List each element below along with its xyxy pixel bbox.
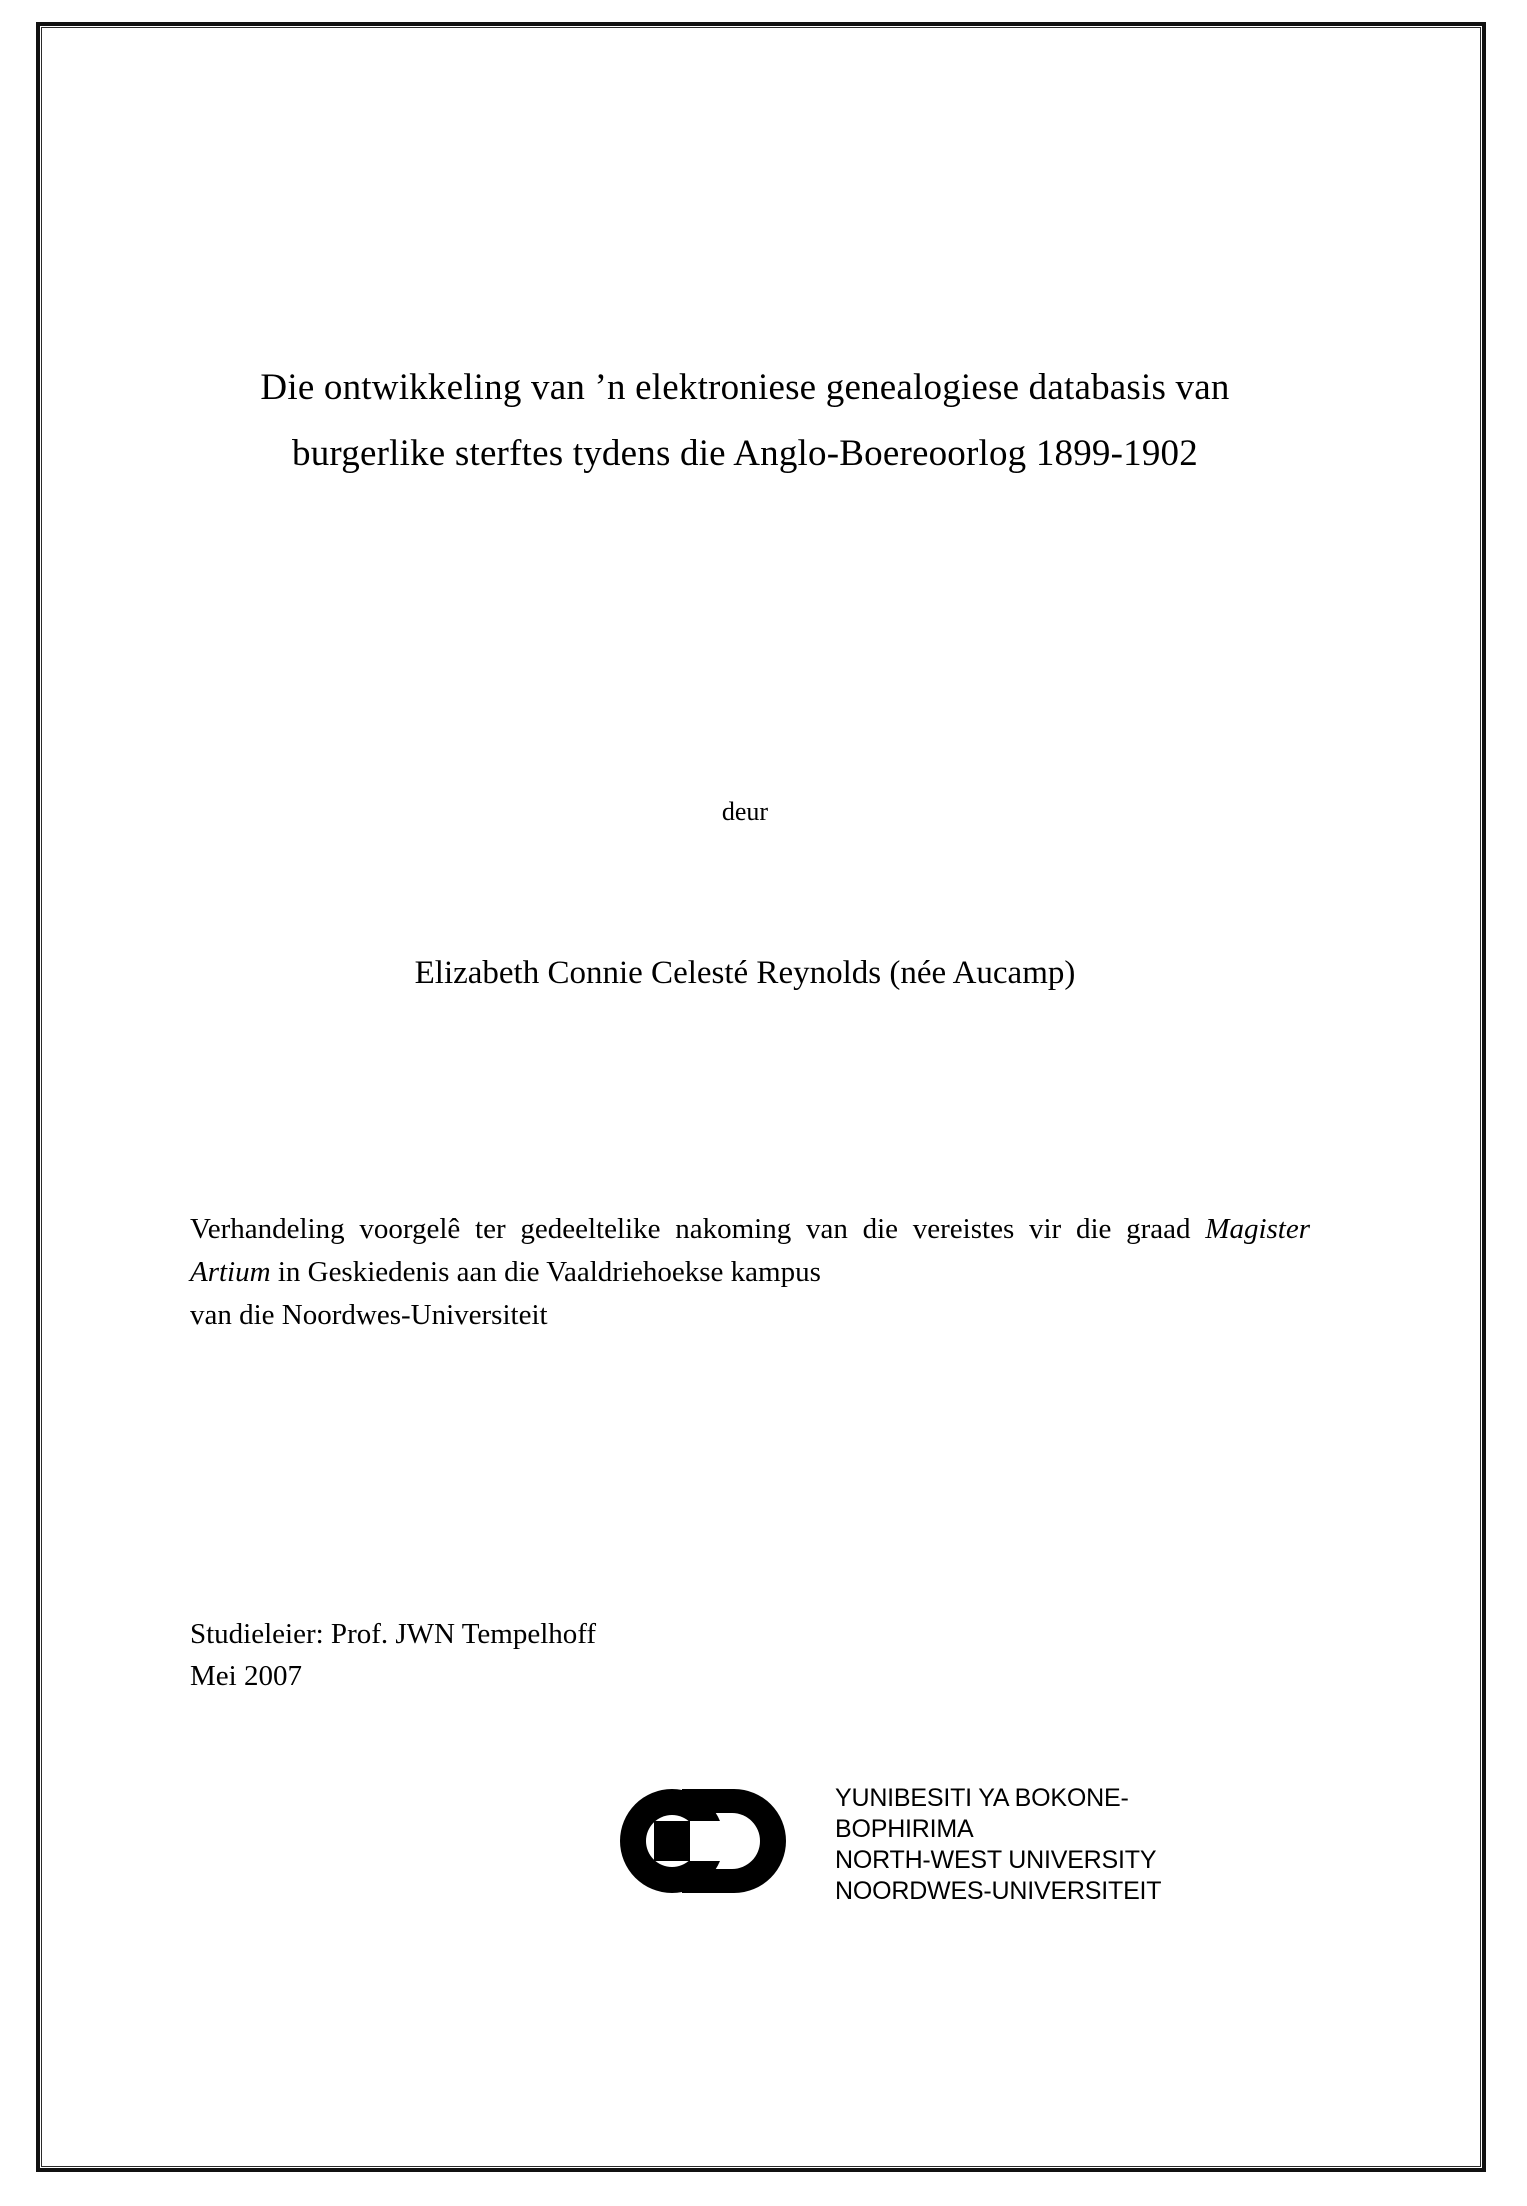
title-line-1: Die ontwikkeling van ’n elektroniese genealogiese databasis van	[260, 367, 1230, 408]
degree-name: Magister Artium	[190, 1213, 1310, 1288]
degree-statement-paragraph	[190, 1208, 1310, 1294]
logo-line-2: NORTH-WEST UNIVERSITY	[835, 1846, 1157, 1874]
author-name: Elizabeth Connie Celesté Reynolds (née Aucamp)	[414, 955, 1076, 991]
degree-statement	[190, 1208, 1310, 1337]
date-line: Mei 2007	[190, 1660, 302, 1692]
logo-crossbar	[654, 1821, 690, 1861]
logo-wordmark	[835, 1783, 1265, 1907]
university-logo	[450, 1775, 1270, 1910]
page-title	[150, 355, 1340, 487]
title-page-content	[150, 0, 1340, 2206]
title-line-2: burgerlike sterftes tydens die Anglo-Boereoorlog 1899-1902	[292, 433, 1198, 474]
statement-part-1: Verhandeling voorgelê ter gedeeltelike nakoming van die vereistes vir die graad	[190, 1213, 1206, 1245]
logo-line-1: YUNIBESITI YA BOKONE-BOPHIRIMA	[835, 1784, 1129, 1843]
supervisor-line: Studieleier: Prof. JWN Tempelhoff	[190, 1618, 597, 1650]
by-label: deur	[721, 797, 769, 826]
nwu-monogram-icon	[620, 1781, 820, 1901]
statement-part-3: van die Noordwes-Universiteit	[190, 1299, 548, 1331]
supervisor-block	[190, 1613, 1190, 1697]
statement-part-2: in Geskiedenis aan die Vaaldriehoekse kampus	[270, 1256, 821, 1288]
logo-line-3: NOORDWES-UNIVERSITEIT	[835, 1877, 1162, 1905]
